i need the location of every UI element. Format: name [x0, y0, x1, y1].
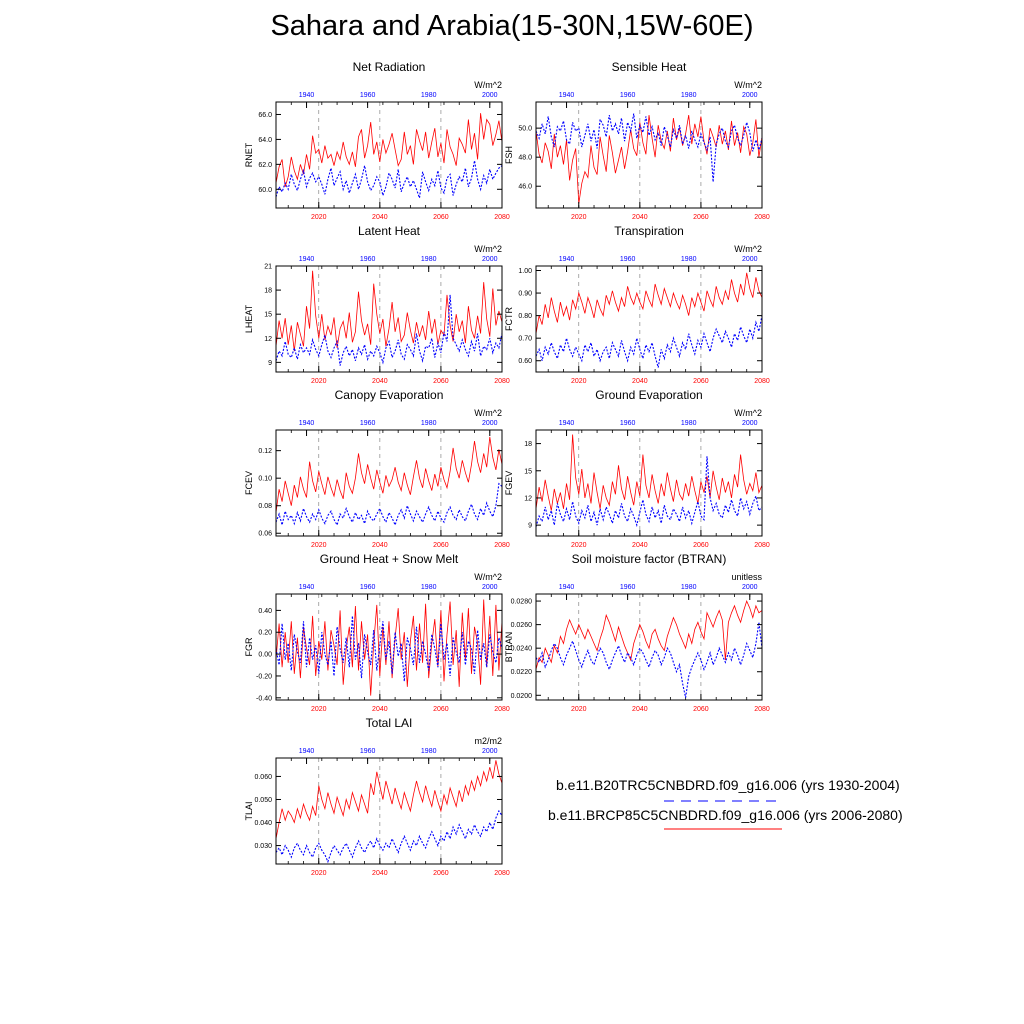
x-tick-label: 2040: [372, 214, 388, 221]
top-x-tick-label: 2000: [481, 748, 498, 755]
top-x-tick-label: 2000: [741, 92, 758, 99]
legend-future-label: b.e11.BRCP85C5CNBDRD.f09_g16.006 (yrs 2006-2080): [548, 807, 903, 823]
y-tick-label: 0.0260: [510, 622, 532, 630]
y-tick-label: 0.70: [518, 335, 532, 343]
y-tick-label: 0.10: [258, 475, 272, 483]
top-x-tick-label: 1940: [298, 420, 315, 427]
y-axis-label: TLAI: [244, 801, 254, 821]
y-tick-label: 1.00: [518, 268, 532, 276]
x-tick-label: 2020: [310, 870, 327, 877]
x-tick-label: 2060: [693, 378, 709, 385]
x-tick-label: 2060: [433, 214, 449, 221]
top-x-tick-label: 1980: [680, 584, 697, 591]
y-tick-label: 0.06: [258, 530, 272, 538]
y-tick-label: 0.60: [518, 358, 532, 366]
x-tick-label: 2080: [494, 378, 510, 385]
y-tick-label: 0.0280: [510, 598, 532, 606]
top-x-tick-label: 1940: [298, 748, 315, 755]
y-tick-label: 21: [264, 263, 272, 271]
top-x-tick-label: 2000: [741, 584, 758, 591]
panel-units: W/m^2: [734, 408, 762, 418]
y-tick-label: 12: [524, 495, 532, 503]
panel-units: W/m^2: [474, 408, 502, 418]
x-tick-label: 2080: [754, 378, 770, 385]
top-x-tick-label: 1960: [359, 584, 376, 591]
panel-units: W/m^2: [474, 80, 502, 90]
top-x-tick-label: 1980: [420, 584, 437, 591]
y-axis-label: FGEV: [504, 470, 514, 496]
y-axis-label: BTRAN: [504, 631, 514, 663]
y-tick-label: 0.90: [518, 290, 532, 298]
x-tick-label: 2020: [310, 378, 327, 385]
x-tick-label: 2020: [310, 214, 327, 221]
top-x-tick-label: 1960: [619, 92, 636, 99]
x-tick-label: 2080: [754, 706, 770, 713]
top-x-tick-label: 1960: [359, 92, 376, 99]
top-x-tick-label: 1940: [558, 256, 575, 263]
top-x-tick-label: 2000: [741, 420, 758, 427]
x-tick-label: 2020: [310, 706, 327, 713]
x-tick-label: 2080: [494, 214, 510, 221]
top-x-tick-label: 1960: [359, 748, 376, 755]
y-tick-label: 0.040: [254, 820, 272, 828]
x-tick-label: 2040: [372, 542, 388, 549]
y-tick-label: 18: [524, 441, 532, 449]
y-tick-label: 50.0: [518, 125, 532, 133]
top-x-tick-label: 2000: [741, 256, 758, 263]
panel-units: W/m^2: [734, 244, 762, 254]
x-tick-label: 2080: [494, 542, 510, 549]
y-tick-label: -0.40: [256, 695, 272, 703]
y-tick-label: 48.0: [518, 154, 532, 162]
panel-units: W/m^2: [734, 80, 762, 90]
y-tick-label: 0.0200: [510, 692, 532, 700]
x-tick-label: 2020: [570, 706, 587, 713]
panel-title: Latent Heat: [357, 224, 421, 238]
top-x-tick-label: 1980: [420, 256, 437, 263]
y-tick-label: 66.0: [258, 111, 272, 119]
x-tick-label: 2060: [433, 870, 449, 877]
x-tick-label: 2060: [693, 706, 709, 713]
y-tick-label: 60.0: [258, 186, 272, 194]
panel-units: m2/m2: [474, 736, 502, 746]
y-tick-label: 0.00: [258, 651, 272, 659]
x-tick-label: 2020: [570, 378, 587, 385]
y-tick-label: 9: [528, 522, 532, 530]
panel-title: Ground Heat + Snow Melt: [319, 552, 459, 566]
x-tick-label: 2080: [754, 214, 770, 221]
y-tick-label: 9: [268, 359, 272, 367]
top-x-tick-label: 1960: [619, 256, 636, 263]
top-x-tick-label: 1940: [298, 92, 315, 99]
x-tick-label: 2040: [372, 706, 388, 713]
top-x-tick-label: 2000: [481, 420, 498, 427]
y-tick-label: 0.0240: [510, 645, 532, 653]
panel-units: W/m^2: [474, 244, 502, 254]
y-tick-label: 0.20: [258, 629, 272, 637]
y-tick-label: 46.0: [518, 183, 532, 191]
panel-units: unitless: [731, 572, 762, 582]
x-tick-label: 2020: [570, 542, 587, 549]
top-x-tick-label: 1980: [680, 92, 697, 99]
x-tick-label: 2060: [693, 542, 709, 549]
top-x-tick-label: 1960: [359, 256, 376, 263]
y-tick-label: 15: [524, 468, 532, 476]
y-axis-label: FGR: [244, 637, 254, 657]
y-tick-label: 62.0: [258, 161, 272, 169]
x-tick-label: 2060: [693, 214, 709, 221]
top-x-tick-label: 1940: [558, 92, 575, 99]
y-tick-label: 0.050: [254, 796, 272, 804]
top-x-tick-label: 1960: [619, 584, 636, 591]
y-axis-label: FCEV: [244, 470, 254, 496]
y-tick-label: 18: [264, 287, 272, 295]
top-x-tick-label: 2000: [481, 92, 498, 99]
x-tick-label: 2040: [632, 214, 648, 221]
y-tick-label: 0.060: [254, 773, 272, 781]
y-axis-label: FCTR: [504, 307, 514, 331]
top-x-tick-label: 1980: [680, 420, 697, 427]
top-x-tick-label: 1940: [558, 420, 575, 427]
x-tick-label: 2040: [372, 378, 388, 385]
panel-title: Sensible Heat: [611, 60, 687, 74]
x-tick-label: 2060: [433, 706, 449, 713]
page-title: Sahara and Arabia(15-30N,15W-60E): [270, 10, 754, 42]
y-axis-label: FSH: [504, 146, 514, 164]
y-tick-label: 15: [264, 311, 272, 319]
panel-units: W/m^2: [474, 572, 502, 582]
top-x-tick-label: 1980: [420, 420, 437, 427]
x-tick-label: 2020: [310, 542, 327, 549]
y-axis-label: LHEAT: [244, 304, 254, 334]
top-x-tick-label: 1980: [420, 748, 437, 755]
y-tick-label: 0.08: [258, 503, 272, 511]
top-x-tick-label: 1940: [558, 584, 575, 591]
x-tick-label: 2080: [494, 870, 510, 877]
top-x-tick-label: 2000: [481, 256, 498, 263]
top-x-tick-label: 2000: [481, 584, 498, 591]
y-tick-label: 64.0: [258, 136, 272, 144]
top-x-tick-label: 1960: [619, 420, 636, 427]
y-tick-label: 0.030: [254, 843, 272, 851]
y-axis-label: RNET: [244, 142, 254, 168]
top-x-tick-label: 1940: [298, 584, 315, 591]
x-tick-label: 2040: [372, 870, 388, 877]
x-tick-label: 2080: [494, 706, 510, 713]
x-tick-label: 2080: [754, 542, 770, 549]
y-tick-label: 12: [264, 335, 272, 343]
y-tick-label: 0.0220: [510, 669, 532, 677]
y-tick-label: -0.20: [256, 673, 272, 681]
y-tick-label: 0.80: [518, 313, 532, 321]
legend-hist-label: b.e11.B20TRC5CNBDRD.f09_g16.006 (yrs 1930-2004): [556, 777, 900, 793]
x-tick-label: 2040: [632, 706, 648, 713]
panel-title: Transpiration: [614, 224, 684, 238]
x-tick-label: 2060: [433, 542, 449, 549]
panel-title: Canopy Evaporation: [334, 388, 444, 402]
panel-title: Total LAI: [365, 716, 413, 730]
panel-title: Soil moisture factor (BTRAN): [571, 552, 727, 566]
x-tick-label: 2040: [632, 542, 648, 549]
y-tick-label: 0.40: [258, 607, 272, 615]
top-x-tick-label: 1940: [298, 256, 315, 263]
x-tick-label: 2060: [433, 378, 449, 385]
x-tick-label: 2040: [632, 378, 648, 385]
y-tick-label: 0.12: [258, 448, 272, 456]
top-x-tick-label: 1980: [420, 92, 437, 99]
top-x-tick-label: 1980: [680, 256, 697, 263]
panel-title: Net Radiation: [352, 60, 426, 74]
x-tick-label: 2020: [570, 214, 587, 221]
panel-title: Ground Evaporation: [595, 388, 703, 402]
top-x-tick-label: 1960: [359, 420, 376, 427]
